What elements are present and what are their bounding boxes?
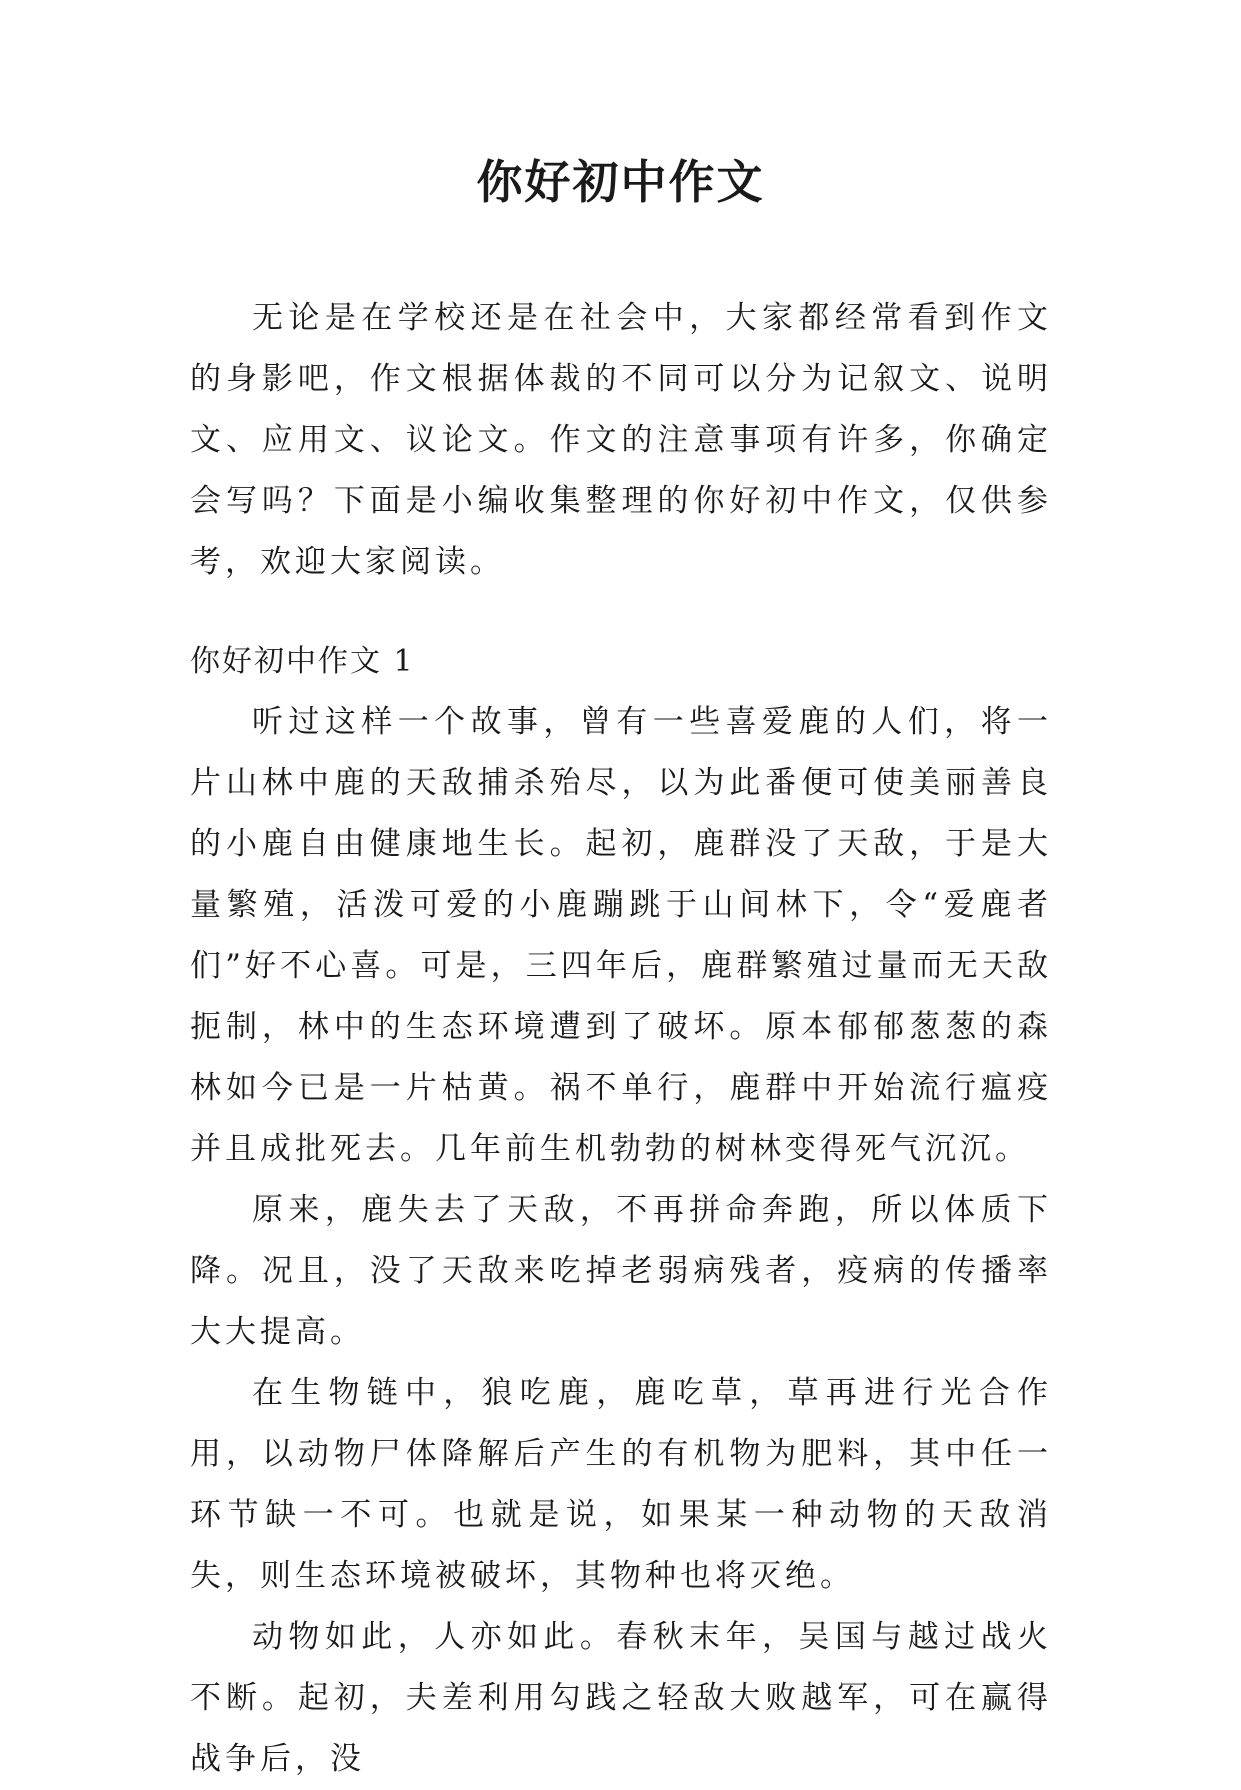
section-heading: 你好初中作文 1 bbox=[190, 644, 415, 679]
body-paragraph: 听过这样一个故事，曾有一些喜爱鹿的人们，将一片山林中鹿的天敌捕杀殆尽，以为此番便可使美丽善良的小鹿自由健康地生长。起初，鹿群没了天敌，于是大量繁殖，活泼可爱的小鹿蹦跳于山间林下，令“爱鹿者们”好不心喜。可是，三四年后，鹿群繁殖过量而无天敌扼制，林中的生态环境遭到了破坏。原本郁郁葱葱的森林如今已是一片枯黄。祸不单行，鹿群中开始流行瘟疫并且成批死去。几年前生机勃勃的树林变得死气沉沉。 bbox=[190, 704, 1052, 1167]
body-paragraph: 在生物链中，狼吃鹿，鹿吃草，草再进行光合作用，以动物尸体降解后产生的有机物为肥料，其中任一环节缺一不可。也就是说，如果某一种动物的天敌消失，则生态环境被破坏，其物种也将灭绝。 bbox=[190, 1375, 1052, 1594]
document-body bbox=[190, 288, 1052, 1790]
body-paragraph: 动物如此，人亦如此。春秋末年，吴国与越过战火不断。起初，夫差利用勾践之轻敌大败越军，可在赢得战争后，没 bbox=[190, 1619, 1052, 1777]
intro-paragraph: 无论是在学校还是在社会中，大家都经常看到作文的身影吧，作文根据体裁的不同可以分为记叙文、说明文、应用文、议论文。作文的注意事项有许多，你确定会写吗？下面是小编收集整理的你好初中作文，仅供参考，欢迎大家阅读。 bbox=[190, 300, 1052, 580]
document-title: 你好初中作文 bbox=[476, 155, 765, 209]
body-paragraph: 原来，鹿失去了天敌，不再拼命奔跑，所以体质下降。况且，没了天敌来吃掉老弱病残者，疫病的传播率大大提高。 bbox=[190, 1192, 1052, 1350]
